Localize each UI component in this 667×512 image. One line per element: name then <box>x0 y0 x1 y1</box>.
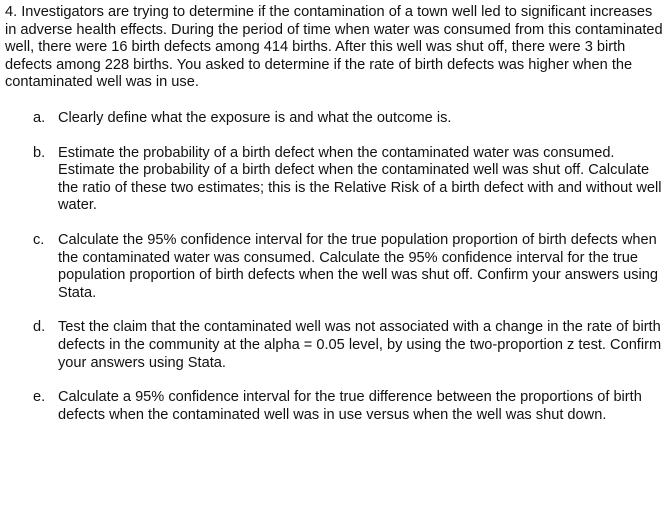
part-c-text: Calculate the 95% confidence interval for the true population proportion of birth defects when the contaminated water was consumed. Calculate the 95% confidence interval for the true population proportion of birth defects when the well was shut off. Confirm your answers using Stata. <box>58 231 659 301</box>
part-b-letter: b. <box>33 144 46 161</box>
part-d-letter: d. <box>33 319 46 336</box>
question-part-e <box>5 389 665 424</box>
part-d-text: Test the claim that the contaminated well was not associated with a change in the rate of birth defects in the community at the alpha = 0.05 level, by using the two-proportion z test. Confirm your answers using Stata. <box>58 319 662 371</box>
part-a-letter: a. <box>33 109 46 126</box>
part-c-letter: c. <box>33 231 45 248</box>
part-e-text: Calculate a 95% confidence interval for the true difference between the proportions of birth defects when the contaminated well was in use versus when the well was shut down. <box>58 389 642 423</box>
question-part-d <box>5 319 665 372</box>
part-a-text: Clearly define what the exposure is and what the outcome is. <box>58 109 452 126</box>
question-parts-list <box>5 110 665 424</box>
part-e-letter: e. <box>33 389 46 406</box>
question-intro: 4. Investigators are trying to determine if the contamination of a town well led to significant increases in adverse health effects. During the period of time when water was consumed from this contaminated well, there were 16 birth defects among 414 births. After this well was shut off, there were 3 birth defects among 228 births. You asked to determine if the rate of birth defects was higher when the contaminated well was in use. <box>5 4 663 91</box>
question-part-c <box>5 232 665 302</box>
part-b-text: Estimate the probability of a birth defect when the contaminated water was consumed. Estimate the probability of a birth defect when the contaminated well was shut off. Calculate the ratio of these two estimates; this is the Relative Risk of a birth defect with and without well water. <box>58 144 662 214</box>
question-part-a <box>5 110 665 128</box>
question-document <box>5 4 665 424</box>
question-part-b <box>5 145 665 215</box>
